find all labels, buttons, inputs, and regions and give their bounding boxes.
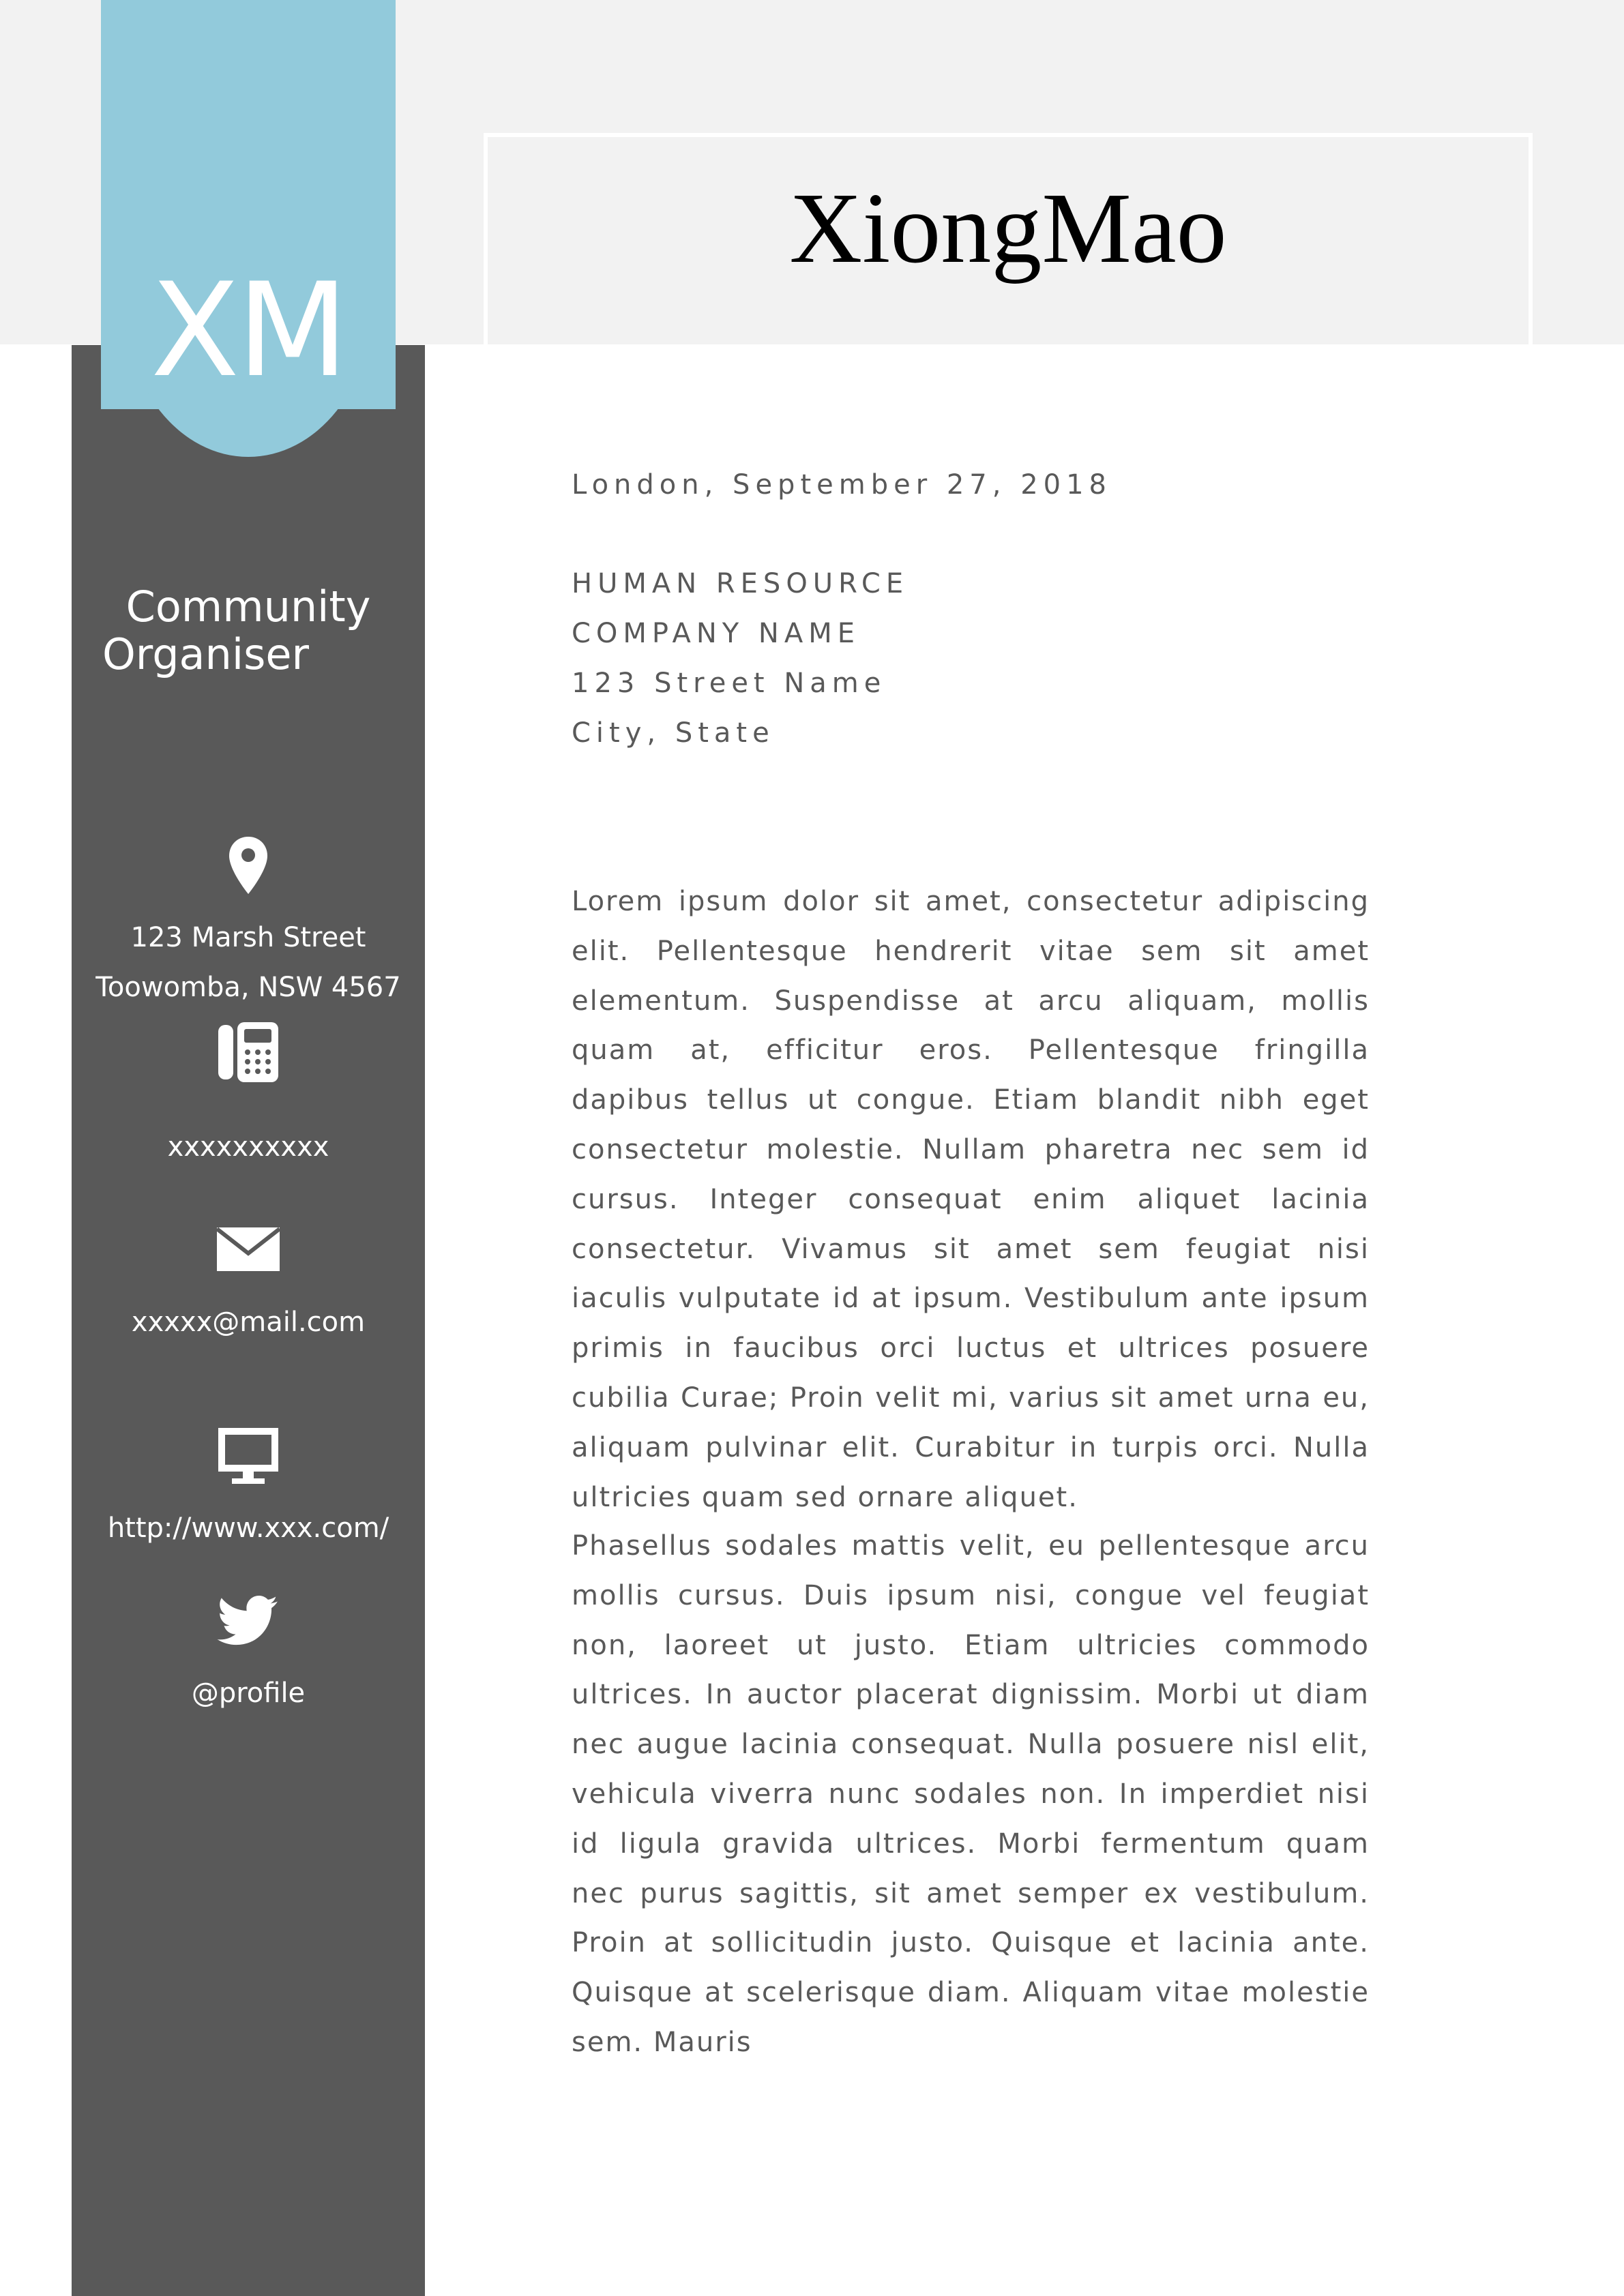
recipient-block: [572, 559, 1370, 758]
recipient-line: 123 Street Name: [572, 668, 887, 699]
social-handle: @profile: [191, 1678, 306, 1709]
tagline: Community: [126, 582, 371, 631]
recipient-line: City, State: [572, 717, 775, 749]
location-pin-icon: [72, 835, 425, 895]
letter-date-block: [572, 460, 1370, 510]
paragraph-2: Phasellus sodales mattis velit, eu pellentesque arcu mollis cursus. Duis ipsum nisi, congue vel feugiat non, laoreet ut justo. Etiam ultricies commodo ultrices. In auctor placerat dignissim. Morbi ut diam nec augue lacinia consequat. Nulla posuere nisl elit, vehicula viverra nunc sodales non. In imperdiet nisi id ligula gravida ultrices. Morbi fermentum quam nec purus sagittis, sit amet semper ex vestibulum. Proin at sollicitudin justo. Quisque et lacinia ante. Quisque at scelerisque diam. Aliquam vitae molestie sem. Mauris: [572, 1530, 1370, 2058]
email-address: xxxxx@mail.com: [131, 1307, 366, 1338]
name-title: XiongMao: [789, 173, 1227, 284]
recipient-line: COMPANY NAME: [572, 618, 860, 649]
website-url: http://www.xxx.com/: [107, 1512, 389, 1544]
address-line-1: 123 Marsh Street: [130, 922, 366, 953]
monogram: XM: [150, 255, 346, 406]
mail-icon: [72, 1227, 425, 1271]
tagline-second-line: Organiser: [102, 629, 310, 679]
address-line-2: Toowomba, NSW 4567: [95, 972, 401, 1003]
letter-date: London, September 27, 2018: [572, 469, 1112, 501]
paragraph-2-block: [572, 1521, 1370, 2058]
recipient-line: HUMAN RESOURCE: [572, 568, 909, 599]
phone-icon: [72, 1021, 425, 1084]
monitor-icon: [72, 1427, 425, 1485]
tagline-second-line-clip: [102, 629, 310, 687]
paragraph-1-block: [572, 877, 1370, 1513]
paragraph-1: Lorem ipsum dolor sit amet, consectetur adipiscing elit. Pellentesque hendrerit vitae sem sit amet elementum. Suspendisse at arcu aliquam, mollis quam at, efficitur eros. Pellentesque fringilla dapibus tellus ut congue. Etiam blandit nibh eget consectetur molestie. Nullam pharetra nec sem id cursus. Integer consequat enim aliquet lacinia consectetur. Vivamus sit amet sem feugiat nisi iaculis vulputate id at ipsum. Vestibulum ante ipsum primis in faucibus orci luctus et ultrices posuere cubilia Curae; Proin velit mi, varius sit amet urna eu, aliquam pulvinar elit. Curabitur in turpis orci. Nulla ultricies quam sed ornare aliquet.: [572, 886, 1370, 1513]
twitter-icon: [72, 1596, 425, 1646]
phone-number: xxxxxxxxxx: [167, 1131, 329, 1163]
